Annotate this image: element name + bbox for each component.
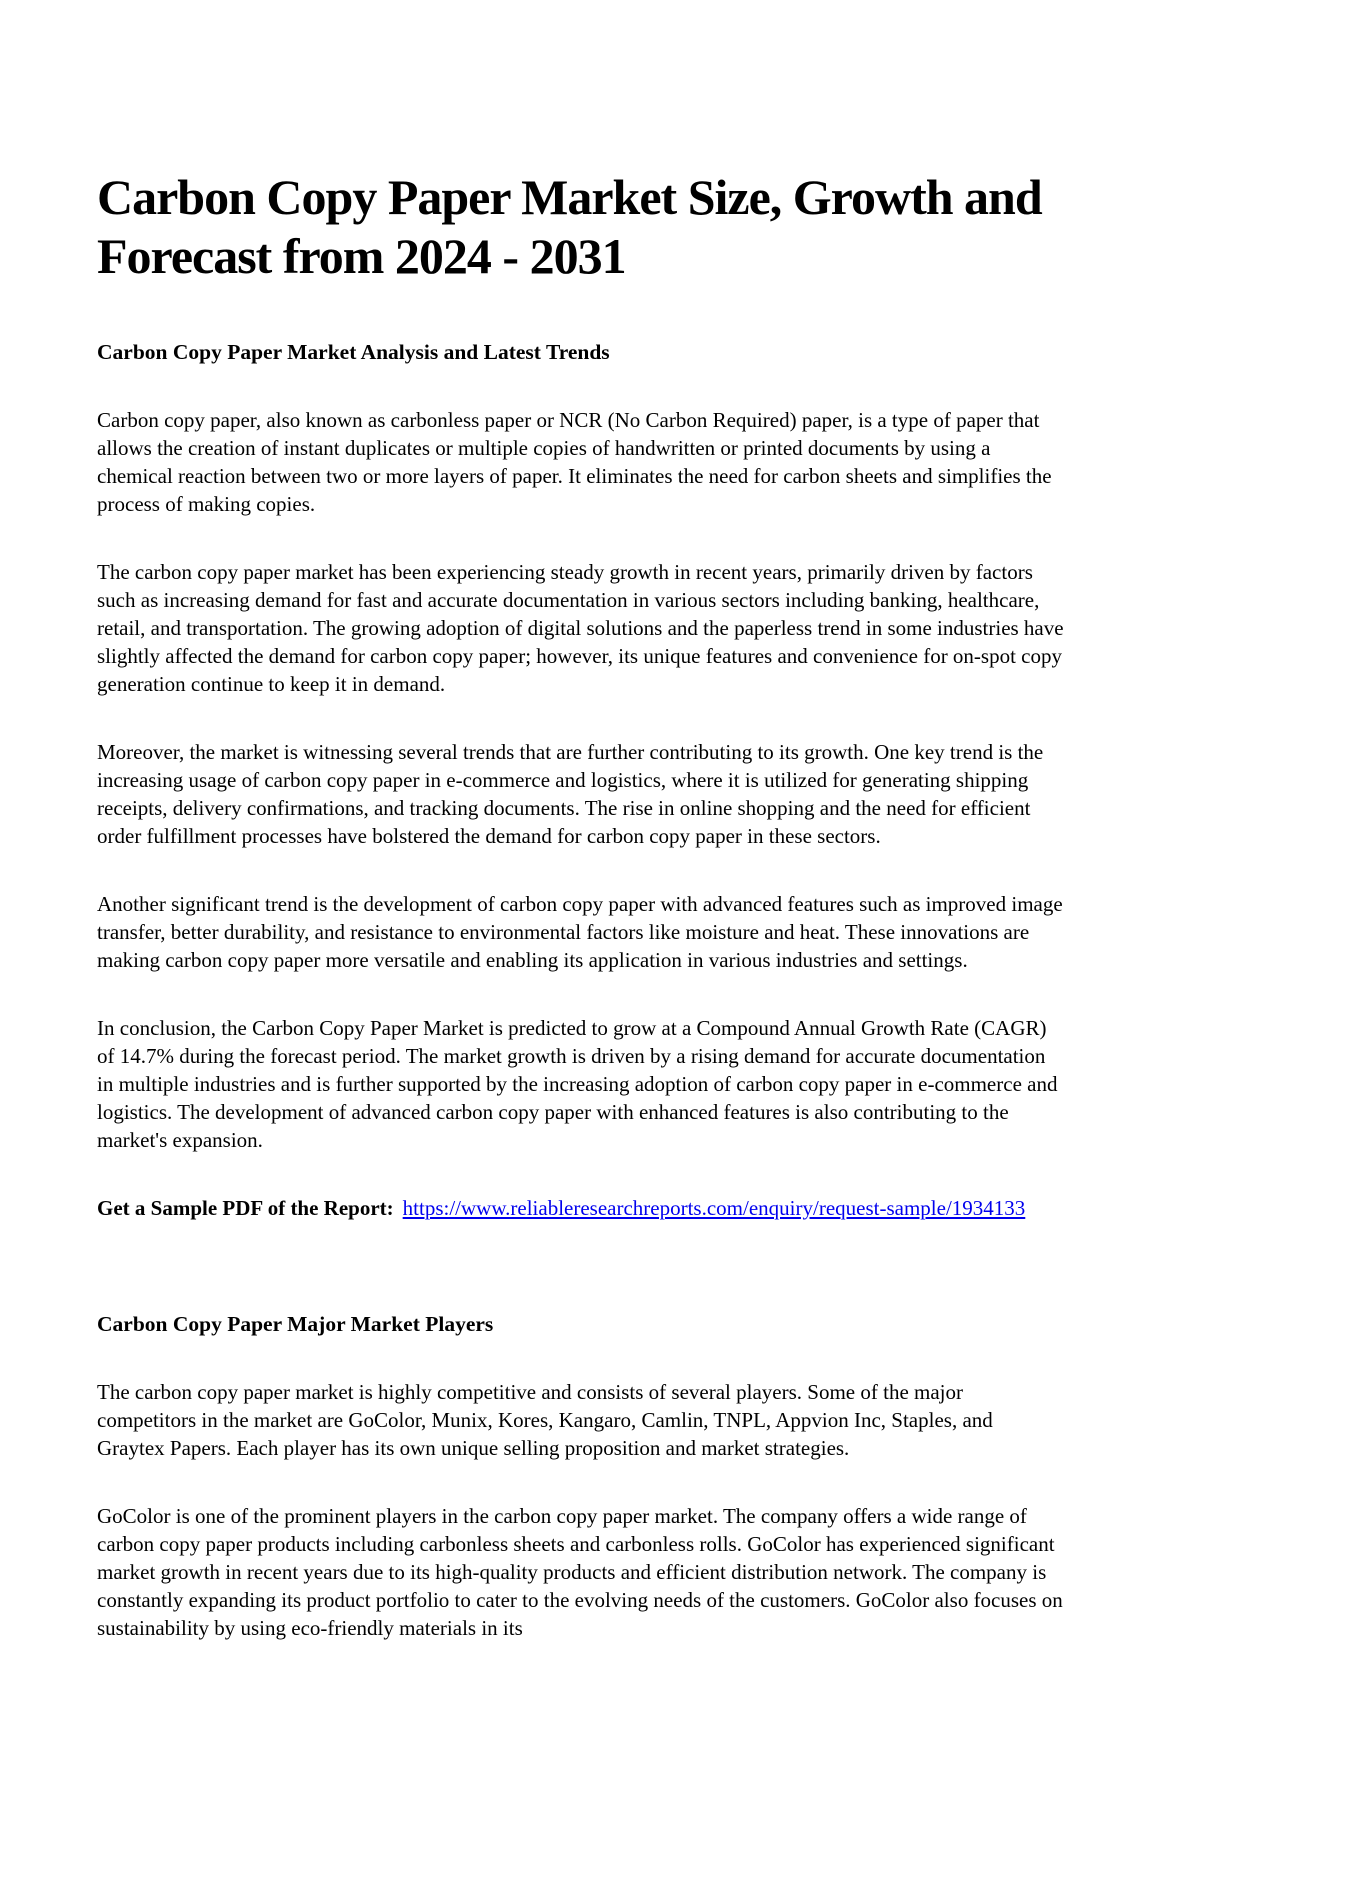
analysis-paragraph-5: In conclusion, the Carbon Copy Paper Market is predicted to grow at a Compound Annual Growth Rate (CAGR) of 14.7% during the forecast period. The market growth is driven by a rising demand for accurate documentation in multiple industries and is further supported by the increasing adoption of carbon copy paper in e-commerce and logistics. The development of advanced carbon copy paper with enhanced features is also contributing to the market's expansion.: [97, 1016, 1058, 1152]
analysis-paragraph-2: The carbon copy paper market has been experiencing steady growth in recent years, primarily driven by factors such as increasing demand for fast and accurate documentation in various sectors including banking, healthcare, retail, and transportation. The growing adoption of digital solutions and the paperless trend in some industries have slightly affected the demand for carbon copy paper; however, its unique features and convenience for on-spot copy generation continue to keep it in demand.: [97, 560, 1064, 696]
players-paragraph-1: The carbon copy paper market is highly competitive and consists of several players. Some of the major competitors in the market are GoColor, Munix, Kores, Kangaro, Camlin, TNPL, Appvion Inc, Staples, and Graytex Papers. Each player has its own unique selling proposition and market strategies.: [97, 1380, 993, 1460]
analysis-paragraph-4: Another significant trend is the development of carbon copy paper with advanced features such as improved image transfer, better durability, and resistance to environmental factors like moisture and heat. These innovations are making carbon copy paper more versatile and enabling its application in various industries and settings.: [97, 892, 1063, 972]
sample-report-link[interactable]: https://www.reliableresearchreports.com/enquiry/request-sample/1934133: [402, 1196, 1026, 1220]
section-heading-players: Carbon Copy Paper Major Market Players: [97, 1312, 494, 1336]
players-paragraph-2: GoColor is one of the prominent players in the carbon copy paper market. The company offers a wide range of carbon copy paper products including carbonless sheets and carbonless rolls. GoColor has experienced significant market growth in recent years due to its high-quality products and efficient distribution network. The company is constantly expanding its product portfolio to cater to the evolving needs of the customers. GoColor also focuses on sustainability by using eco-friendly materials in its: [97, 1504, 1063, 1640]
analysis-paragraph-1: Carbon copy paper, also known as carbonless paper or NCR (No Carbon Required) paper, is a type of paper that allows the creation of instant duplicates or multiple copies of handwritten or printed documents by using a chemical reaction between two or more layers of paper. It eliminates the need for carbon sheets and simplifies the process of making copies.: [97, 408, 1052, 516]
document-content: [97, 0, 1064, 1642]
sample-report-label: Get a Sample PDF of the Report:: [97, 1196, 394, 1220]
analysis-paragraph-3: Moreover, the market is witnessing several trends that are further contributing to its growth. One key trend is the increasing usage of carbon copy paper in e-commerce and logistics, where it is utilized for generating shipping receipts, delivery confirmations, and tracking documents. The rise in online shopping and the need for efficient order fulfillment processes have bolstered the demand for carbon copy paper in these sectors.: [97, 740, 1044, 848]
section-heading-analysis: Carbon Copy Paper Market Analysis and Latest Trends: [97, 340, 610, 364]
page-title: Carbon Copy Paper Market Size, Growth and Forecast from 2024 - 2031: [97, 169, 1042, 284]
sample-report-line: [97, 1194, 1064, 1222]
